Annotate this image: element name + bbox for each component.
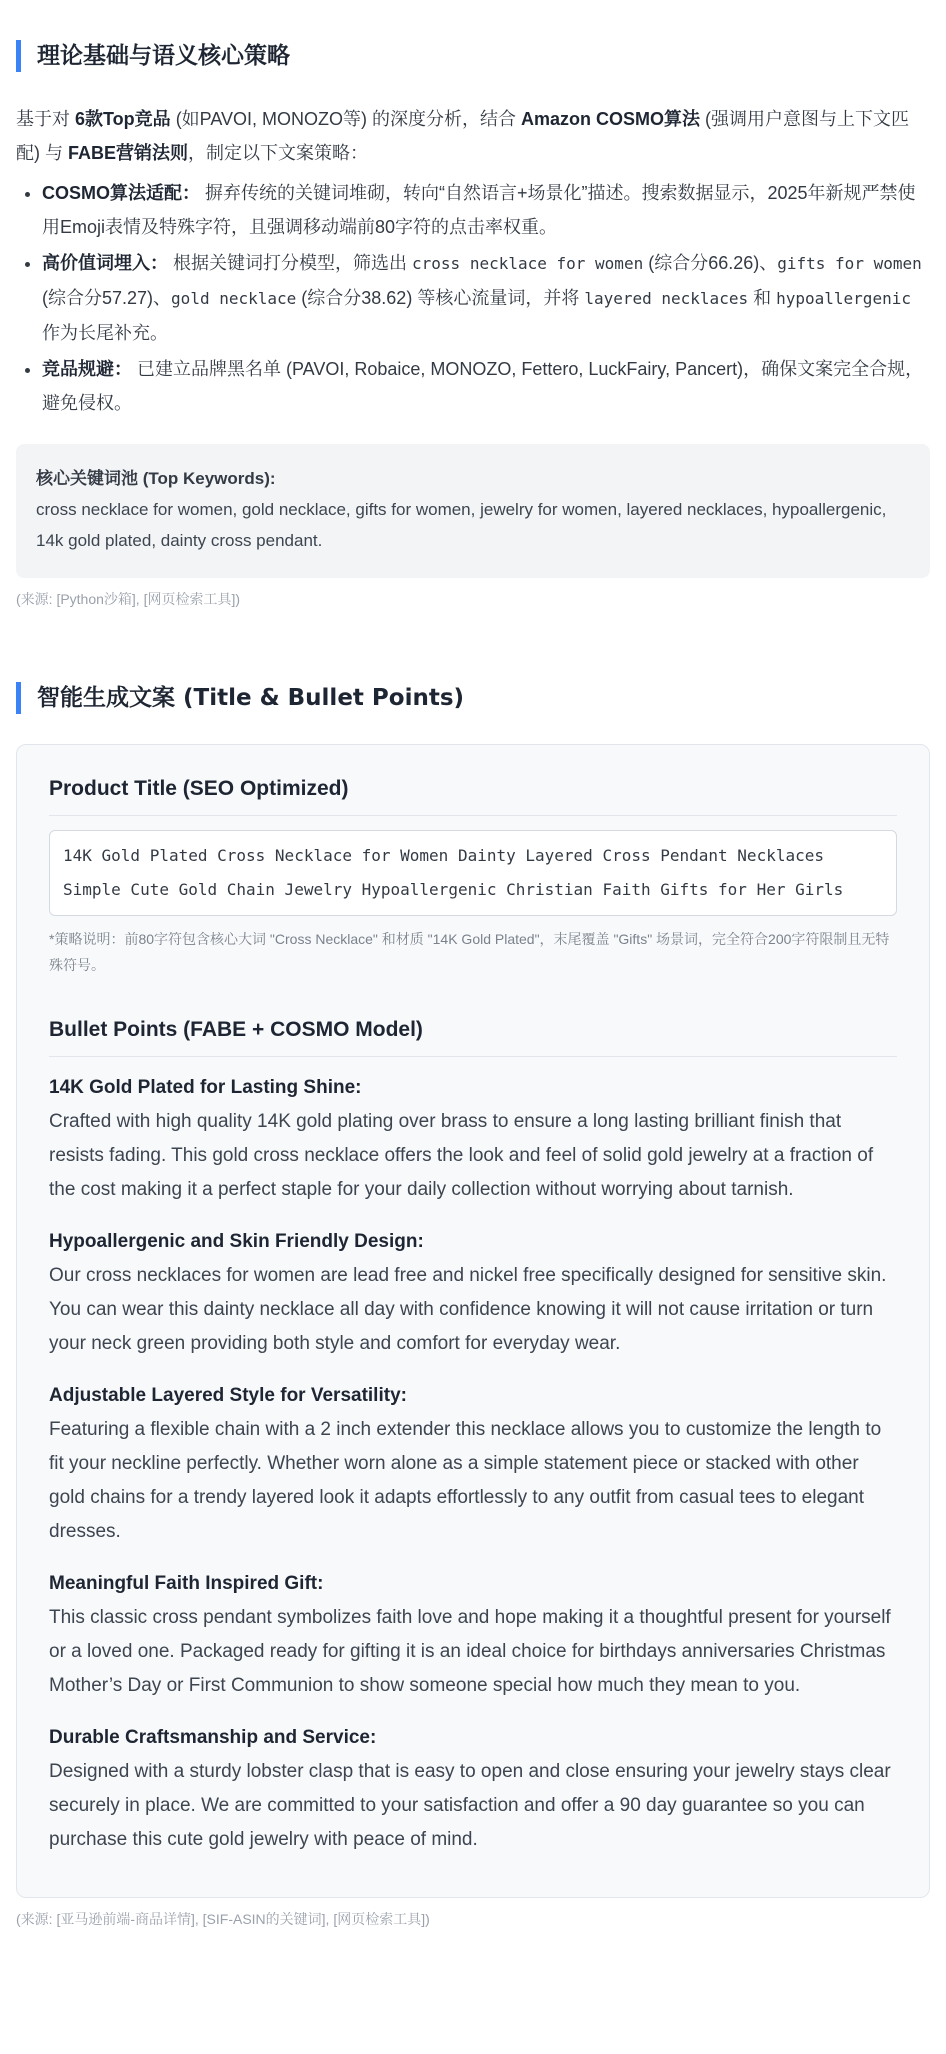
intro-paragraph: [16, 102, 930, 170]
strategy-text: (综合分57.27)、: [42, 288, 172, 308]
intro-text: 基于对: [16, 109, 76, 129]
intro-bold: Amazon COSMO算法: [521, 109, 701, 129]
strategy-text: (综合分66.26)、: [643, 253, 778, 273]
strategy-list: [16, 176, 930, 420]
bullet-title: Adjustable Layered Style for Versatility:: [49, 1385, 407, 1406]
strategy-label: COSMO算法适配：: [42, 183, 201, 203]
keyword-pool-box: [16, 444, 930, 578]
product-title-heading: Product Title (SEO Optimized): [49, 777, 897, 816]
bullet-title: 14K Gold Plated for Lasting Shine:: [49, 1077, 362, 1098]
bullet-text: Featuring a flexible chain with a 2 inch extender this necklace allows you to customize the length to fit your neckline perfectly. Whether worn alone as a simple statement piece or stacked with other gold chains for a trendy layered look it adapts effortlessly to any outfit from casual tees to elegant dresses.: [49, 1419, 882, 1542]
strategy-label: 竞品规避：: [42, 359, 132, 379]
bullet-point: [49, 1071, 897, 1207]
keyword-code: cross necklace for women: [412, 254, 644, 273]
generated-copy-card: [16, 744, 930, 1898]
strategy-note: *策略说明：前80字符包含核心大词 "Cross Necklace" 和材质 "14K Gold Plated"，末尾覆盖 "Gifts" 场景词，完全符合200字符限制且无特殊符号。: [49, 931, 890, 973]
source-citation: (来源: [亚马逊前端-商品详情], [SIF-ASIN的关键词], [网页检索工具]): [16, 1911, 430, 1927]
keyword-code: layered necklaces: [584, 289, 749, 308]
bullet-points-heading: Bullet Points (FABE + COSMO Model): [49, 1018, 897, 1057]
strategy-text: (综合分38.62) 等核心流量词，并将: [296, 288, 585, 308]
intro-text: (如PAVOI, MONOZO等) 的深度分析，结合: [170, 109, 522, 129]
strategy-text: 和: [748, 288, 777, 308]
bullet-title: Durable Craftsmanship and Service:: [49, 1727, 377, 1748]
strategy-text: 作为长尾补充。: [42, 323, 168, 343]
bullet-title: Meaningful Faith Inspired Gift:: [49, 1573, 324, 1594]
keyword-pool-list: cross necklace for women, gold necklace, gifts for women, jewelry for women, layered necklaces, hypoallergenic, 14k gold plated, dainty cross pendant.: [36, 500, 887, 550]
bullet-points-list: [49, 1071, 897, 1857]
bullet-point: [49, 1225, 897, 1361]
section-heading-generated: 智能生成文案 (Title & Bullet Points): [16, 682, 930, 714]
bullet-text: Our cross necklaces for women are lead free and nickel free specifically designed for sensitive skin. You can wear this dainty necklace all day with confidence knowing it will not cause irritation or turn your neck green providing both style and comfort for everyday wear.: [49, 1265, 887, 1354]
strategy-text: 根据关键词打分模型，筛选出: [168, 253, 413, 273]
bullet-point: [49, 1567, 897, 1703]
source-citation: (来源: [Python沙箱], [网页检索工具]): [16, 591, 241, 607]
bullet-text: Designed with a sturdy lobster clasp that is easy to open and close ensuring your jewelry stays clear securely in place. We are committed to your satisfaction and offer a 90 day guarantee so you can purchase this cute gold jewelry with peace of mind.: [49, 1761, 891, 1850]
strategy-text: 摒弃传统的关键词堆砌，转向“自然语言+场景化”描述。搜索数据显示，2025年新规严禁使用Emoji表情及特殊字符，且强调移动端前80字符的点击率权重。: [42, 183, 916, 237]
intro-text: ，制定以下文案策略：: [188, 143, 369, 163]
strategy-text: 已建立品牌黑名单 (PAVOI, Robaice, MONOZO, Fettero, LuckFairy, Pancert)，确保文案完全合规，避免侵权。: [42, 359, 924, 413]
product-title-box: 14K Gold Plated Cross Necklace for Women Dainty Layered Cross Pendant Necklaces Simple Cute Gold Chain Jewelry Hypoallergenic Christian Faith Gifts for Her Girls: [49, 830, 897, 916]
intro-bold: FABE营销法则: [68, 143, 189, 163]
bullet-text: Crafted with high quality 14K gold plating over brass to ensure a long lasting brilliant finish that resists fading. This gold cross necklace offers the look and feel of solid gold jewelry at a fraction of the cost making it a perfect staple for your daily collection without worrying about tarnish.: [49, 1111, 874, 1200]
strategy-label: 高价值词埋入：: [42, 253, 168, 273]
keyword-code: hypoallergenic: [776, 289, 911, 308]
keyword-code: gifts for women: [777, 254, 922, 273]
strategy-item-keywords: [42, 246, 930, 350]
intro-text: (强调用户意图与上下文匹配) 与: [16, 109, 910, 163]
section-heading-theory: 理论基础与语义核心策略: [16, 40, 930, 72]
bullet-title: Hypoallergenic and Skin Friendly Design:: [49, 1231, 424, 1252]
bullet-text: This classic cross pendant symbolizes faith love and hope making it a thoughtful present for yourself or a loved one. Packaged ready for gifting it is an ideal choice for birthdays anniversaries Christmas Mother’s Day or First Communion to show someone special how much they mean to you.: [49, 1607, 891, 1696]
strategy-item-competitors: [42, 352, 930, 420]
bullet-point: [49, 1379, 897, 1549]
bullet-point: [49, 1721, 897, 1857]
intro-bold: 6款Top竞品: [75, 109, 171, 129]
keyword-pool-title: 核心关键词池 (Top Keywords):: [36, 469, 276, 488]
strategy-item-cosmo: [42, 176, 930, 244]
keyword-code: gold necklace: [171, 289, 297, 308]
